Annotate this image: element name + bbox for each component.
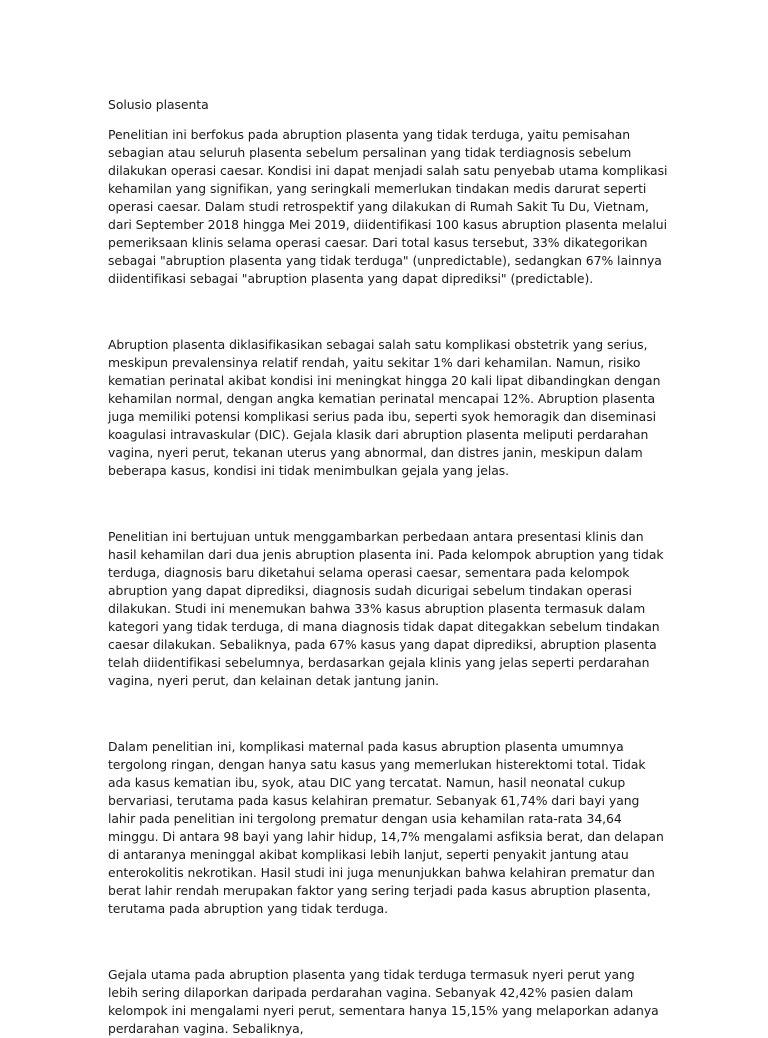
paragraph-gap — [108, 288, 668, 336]
paragraph-2: Abruption plasenta diklasifikasikan sebagai salah satu komplikasi obstetrik yang serius, meskipun prevalensinya relatif rendah, yaitu sekitar 1% dari kehamilan. Namun, risiko kematian perinatal akibat kondisi ini meningkat hingga 20 kali lipat dibandingkan dengan kehamilan normal, dengan angka kematian perinatal mencapai 12%. Abruption plasenta juga memiliki potensi komplikasi serius pada ibu, seperti syok hemoragik dan diseminasi koagulasi intravaskular (DIC). Gejala klasik dari abruption plasenta meliputi perdarahan vagina, nyeri perut, tekanan uterus yang abnormal, dan distres janin, meskipun dalam beberapa kasus, kondisi ini tidak menimbulkan gejala yang jelas. — [108, 337, 661, 478]
paragraph-5: Gejala utama pada abruption plasenta yang tidak terduga termasuk nyeri perut yang lebih sering dilaporkan daripada perdarahan vagina. Sebanyak 42,42% pasien dalam kelompok ini mengalami nyeri perut, sementara hanya 15,15% yang melaporkan adanya perdarahan vagina. Sebaliknya, — [108, 967, 659, 1036]
paragraph-4: Dalam penelitian ini, komplikasi maternal pada kasus abruption plasenta umumnya tergolong ringan, dengan hanya satu kasus yang memerlukan histerektomi total. Tidak ada kasus kematian ibu, syok, atau DIC yang tercatat. Namun, hasil neonatal cukup bervariasi, terutama pada kasus kelahiran prematur. Sebanyak 61,74% dari bayi yang lahir pada penelitian ini tergolong prematur dengan usia kehamilan rata-rata 34,64 minggu. Di antara 98 bayi yang lahir hidup, 14,7% mengalami asfiksia berat, dan delapan di antaranya meninggal akibat komplikasi lebih lanjut, seperti penyakit jantung atau enterokolitis nekrotikan. Hasil studi ini juga menunjukkan bahwa kelahiran prematur dan berat lahir rendah merupakan faktor yang sering terjadi pada kasus abruption plasenta, terutama pada abruption yang tidak terduga. — [108, 739, 664, 916]
paragraph-gap — [108, 480, 668, 528]
document-title: Solusio plasenta — [108, 97, 209, 112]
paragraph-gap — [108, 690, 668, 738]
paragraph-gap — [108, 918, 668, 966]
paragraph-1: Penelitian ini berfokus pada abruption plasenta yang tidak terduga, yaitu pemisahan sebagian atau seluruh plasenta sebelum persalinan yang tidak terdiagnosis sebelum dilakukan operasi caesar. Kondisi ini dapat menjadi salah satu penyebab utama komplikasi kehamilan yang signifikan, yang seringkali memerlukan tindakan medis darurat seperti operasi caesar. Dalam studi retrospektif yang dilakukan di Rumah Sakit Tu Du, Vietnam, dari September 2018 hingga Mei 2019, diidentifikasi 100 kasus abruption plasenta melalui pemeriksaan klinis selama operasi caesar. Dari total kasus tersebut, 33% dikategorikan sebagai "abruption plasenta yang tidak terduga" (unpredictable), sedangkan 67% lainnya diidentifikasi sebagai "abruption plasenta yang dapat diprediksi" (predictable). — [108, 127, 668, 286]
paragraph-3: Penelitian ini bertujuan untuk menggambarkan perbedaan antara presentasi klinis dan hasil kehamilan dari dua jenis abruption plasenta ini. Pada kelompok abruption yang tidak terduga, diagnosis baru diketahui selama operasi caesar, sementara pada kelompok abruption yang dapat diprediksi, diagnosis sudah dicurigai sebelum tindakan operasi dilakukan. Studi ini menemukan bahwa 33% kasus abruption plasenta termasuk dalam kategori yang tidak terduga, di mana diagnosis tidak dapat ditegakkan sebelum tindakan caesar dilakukan. Sebaliknya, pada 67% kasus yang dapat diprediksi, abruption plasenta telah diidentifikasi sebelumnya, berdasarkan gejala klinis yang jelas seperti perdarahan vagina, nyeri perut, dan kelainan detak jantung janin. — [108, 529, 664, 688]
document-body — [108, 96, 668, 1038]
